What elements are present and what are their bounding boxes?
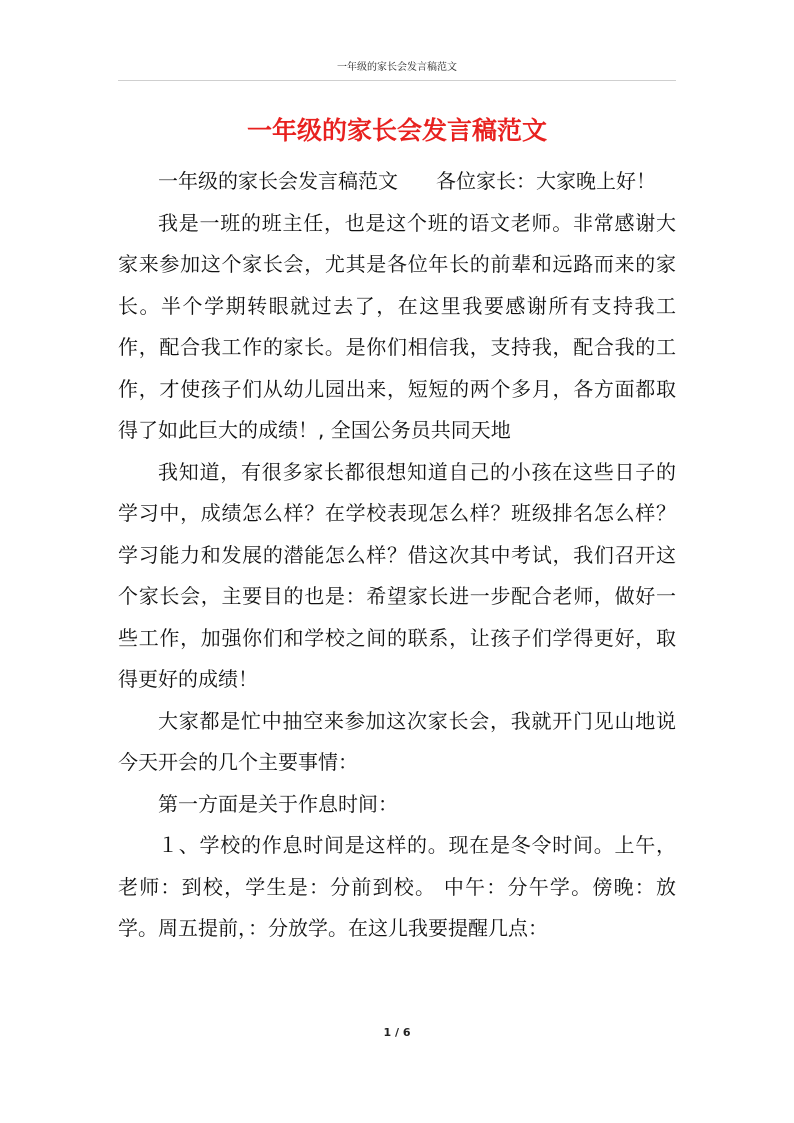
paragraph-lead: 一年级的家长会发言稿范文 xyxy=(158,169,398,193)
document-title: 一年级的家长会发言稿范文 xyxy=(246,116,547,145)
paragraph-greeting xyxy=(118,161,676,203)
paragraph-text: 各位家长：大家晚上好！ xyxy=(436,169,656,193)
paragraph: 大家都是忙中抽空来参加这次家长会，我就开门见山地说今天开会的几个主要事情： xyxy=(118,708,676,774)
paragraph: １、学校的作息时间是这样的。现在是冬令时间。上午，老师：到校，学生是：分前到校。 中午：分午学。傍晚：放学。周五提前，：分放学。在这儿我要提醒几点： xyxy=(118,833,676,940)
paragraph: 我知道，有很多家长都很想知道自己的小孩在这些日子的学习中，成绩怎么样？在学校表现怎么样？班级排名怎么样？学习能力和发展的潜能怎么样？借这次其中考试，我们召开这个家长会，主要目的也是：希望家长进一步配合老师，做好一些工作，加强你们和学校之间的联系，让孩子们学得更好，取得更好的成绩！ xyxy=(118,459,676,691)
document-body xyxy=(118,161,676,950)
paragraph: 我是一班的班主任，也是这个班的语文老师。非常感谢大家来参加这个家长会，尤其是各位年长的前辈和远路而来的家长。半个学期转眼就过去了，在这里我要感谢所有支持我工作，配合我工作的家长。是你们相信我，支持我，配合我的工作，才使孩子们从幼儿园出来，短短的两个多月，各方面都取得了如此巨大的成绩！, 全国公务员共同天地 xyxy=(118,210,676,442)
running-header: 一年级的家长会发言稿范文 xyxy=(337,62,457,73)
page-number: 1 / 6 xyxy=(383,1026,411,1039)
paragraph: 第一方面是关于作息时间： xyxy=(158,791,398,816)
header-divider xyxy=(118,80,676,81)
